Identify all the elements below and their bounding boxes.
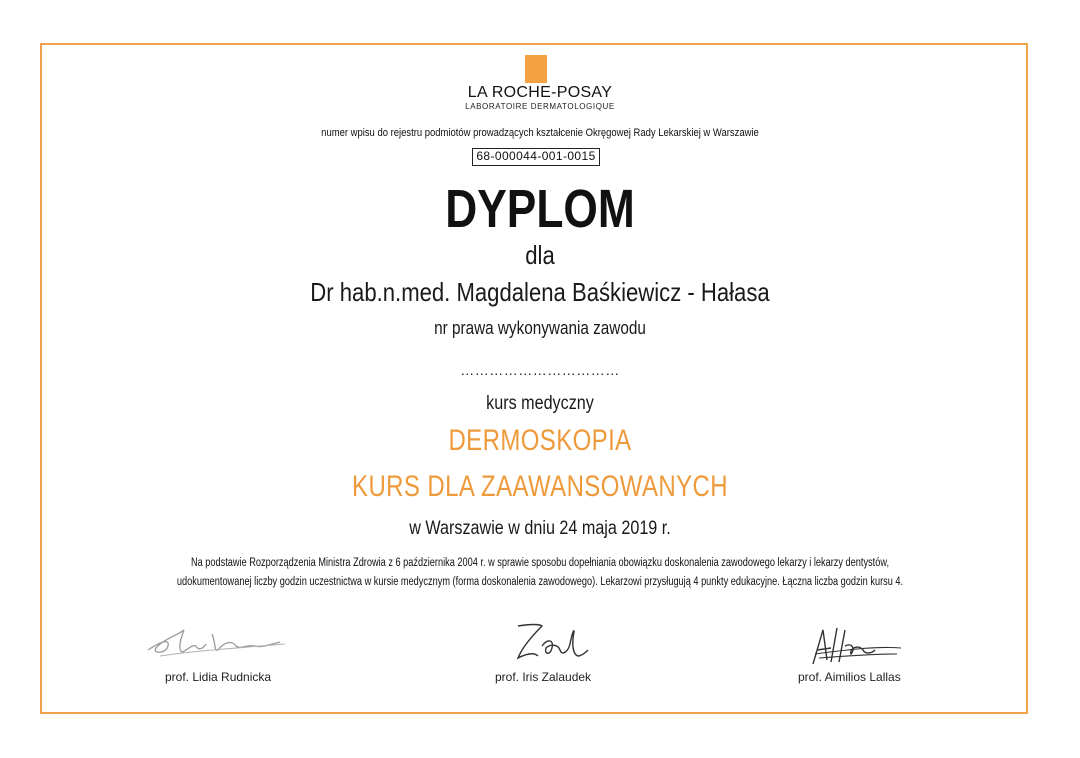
course-subtitle: KURS DLA ZAAWANSOWANYCH (352, 470, 728, 503)
license-label: nr prawa wykonywania zawodu (434, 318, 646, 338)
license-value: …………………………… (460, 362, 620, 378)
diploma-title: DYPLOM (445, 179, 635, 239)
brand-tagline: LABORATOIRE DERMATOLOGIQUE (465, 102, 615, 111)
brand-logo-mark (525, 55, 547, 83)
registry-caption: numer wpisu do rejestru podmiotów prowadzących kształcenie Okręgowej Rady Lekarskiej w Warszawie (321, 127, 759, 139)
signature-zalaudek (508, 618, 593, 666)
signature-rudnicka (140, 620, 290, 665)
brand-name: LA ROCHE-POSAY (467, 84, 613, 101)
course-title: DERMOSKOPIA (448, 424, 632, 457)
registry-number: 68-000044-001-0015 (472, 148, 600, 166)
signatory-name-2: prof. Iris Zalaudek (495, 670, 592, 684)
date-line: w Warszawie w dniu 24 maja 2019 r. (409, 518, 671, 539)
course-type: kurs medyczny (486, 393, 594, 414)
certificate-border (40, 43, 1028, 714)
signatory-name-3: prof. Aimilios Lallas (798, 670, 901, 684)
signature-lallas (805, 624, 905, 668)
legal-text-line-2: udokumentowanej liczby godzin uczestnictwa w kursie medycznym (forma doskonalenia zawodowego). Lekarzowi przysługują 4 punkty edukacyjne. Łączna liczba godzin kursu 4. (176, 576, 904, 588)
recipient-name: Dr hab.n.med. Magdalena Baśkiewicz - Hałasa (310, 277, 770, 307)
signatory-name-1: prof. Lidia Rudnicka (165, 670, 272, 684)
legal-text-line-1: Na podstawie Rozporządzenia Ministra Zdrowia z 6 października 2004 r. w sprawie sposobu dopełniania obowiązku doskonalenia zawodowego lekarzy i lekarzy dentystów, (190, 557, 890, 569)
for-label: dla (525, 240, 555, 270)
